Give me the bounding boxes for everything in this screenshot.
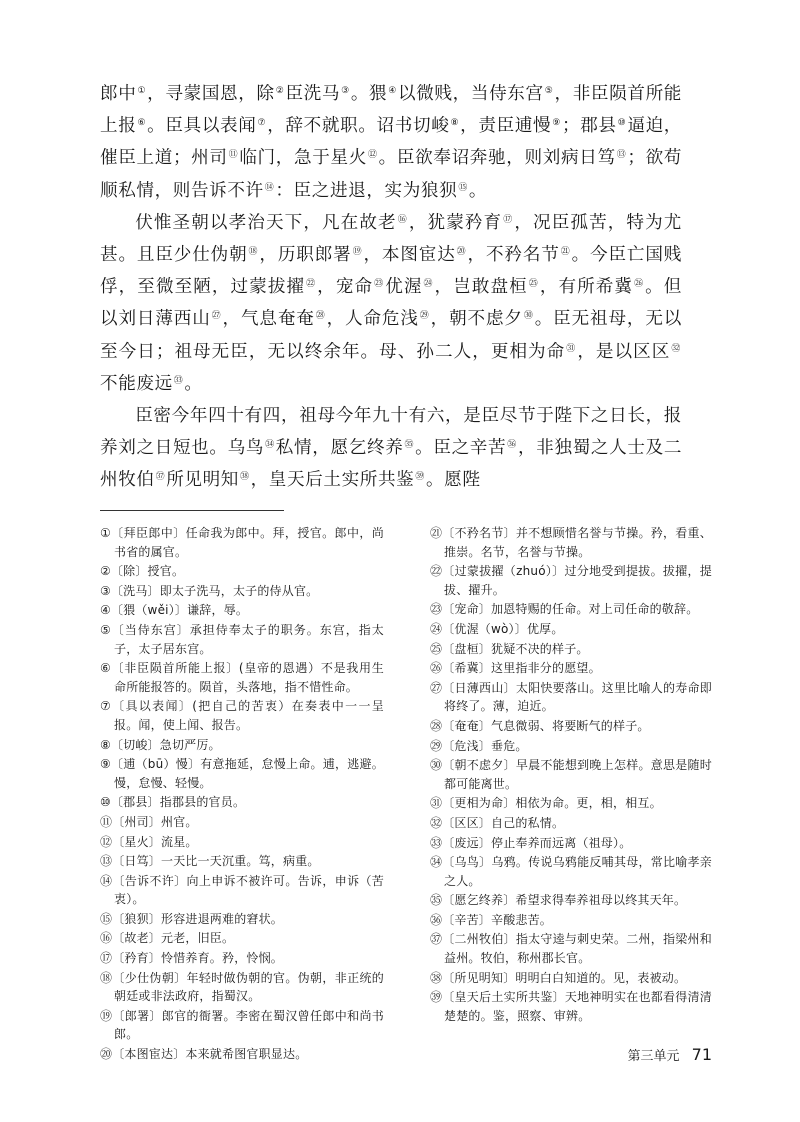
text-run: 。	[184, 373, 203, 394]
footnote-marker: ⑥	[137, 118, 147, 129]
text-run: ，本图宦达	[363, 245, 456, 266]
footnote: ㉛〔更相为命〕相依为命。更，相，相互。	[430, 796, 662, 811]
footnote: ㊳〔所见明知〕明明白白知道的。见，表被动。	[430, 970, 687, 985]
text-run: ，辞不就职。诏书切峻	[267, 116, 450, 137]
footnote-marker: ⑯	[397, 214, 408, 225]
footnote-marker: ⑩	[617, 118, 627, 129]
footnote: ⑫〔星火〕流星。	[100, 834, 198, 849]
footnote-marker: ⑤	[544, 86, 554, 96]
footnote: ㉖〔希冀〕这里指非分的愿望。	[430, 661, 601, 676]
footnote: ⑱〔少仕伪朝〕年轻时做伪朝的官。伪朝，非正统的朝廷或非法政府，指蜀汉。	[100, 970, 384, 1004]
footnote: ②〔除〕授官。	[100, 564, 185, 579]
text-run: 。今臣亡国贱俘，至微至陋，过蒙拔擢	[100, 245, 682, 298]
text-run: 。臣无祖母，无以至今日；祖母无臣，无以终余年。母、孙二人，更相为命	[100, 309, 682, 362]
footnote: ⑰〔矜育〕怜惜养育。矜，怜悯。	[100, 951, 284, 966]
text-run: 。愿陛	[425, 470, 481, 491]
footnote-marker: ③	[341, 86, 350, 96]
footnote-marker: ㉔	[423, 279, 434, 290]
text-run: 伏惟圣朝以孝治天下，凡在故老	[135, 212, 397, 233]
footnote: ㉔〔优渥（wò）〕优厚。	[430, 621, 564, 636]
footnote-marker: ㉘	[315, 311, 326, 322]
footnote-marker: ㉑	[560, 247, 571, 258]
text-run: ，宠命	[317, 277, 374, 298]
footnote-marker: ⑦	[257, 118, 267, 129]
text-run: 臣密今年四十有四，祖母今年九十有六，是臣尽节于陛下之日长，报养刘之日短也。乌鸟	[100, 406, 682, 459]
footnote: ㉑〔不矜名节〕并不想顾惜名誉与节操。矜，看重、推崇。名节，名誉与节操。	[430, 526, 712, 559]
paragraph-3	[100, 400, 682, 497]
text-run: 。臣欲奉诏奔驰，则刘病日笃	[378, 148, 616, 169]
page-number: 71	[691, 1045, 712, 1064]
text-run: ，寻蒙国恩，除	[147, 84, 275, 104]
footnote: ㉓〔宠命〕加恩特赐的任命。对上司任命的敬辞。	[430, 602, 699, 617]
footnote: ㉒〔过蒙拔擢（zhuó）〕过分地受到提拔。拔擢，提拔、擢升。	[430, 564, 712, 597]
footnote-marker: ①	[137, 86, 147, 96]
footnote-marker: ㊳	[239, 472, 250, 483]
text-run: ，不矜名节	[467, 245, 560, 266]
text-run: 。臣具以表闻	[147, 116, 257, 137]
footnote-marker: ⑧	[450, 118, 460, 129]
text-run: 。臣之辛苦	[415, 438, 507, 459]
footnotes-left-column	[100, 524, 384, 1065]
footnote-marker: ⑭	[264, 182, 275, 193]
footnote: ⑩〔郡县〕指郡县的官员。	[100, 795, 246, 810]
footnote: ㉞〔乌鸟〕乌鸦。传说乌鸦能反哺其母，常比喻孝亲之人。	[430, 855, 712, 888]
text-run: ，气息奄奄	[222, 309, 315, 330]
footnote-marker: ⑪	[228, 150, 239, 161]
text-run: ，皇天后土实所共鉴	[250, 470, 415, 491]
text-run: 私情，愿乞终养	[275, 438, 404, 459]
footnote-marker: ⑱	[248, 247, 259, 258]
footnote-marker: ㉒	[306, 279, 317, 290]
page-footer	[627, 1045, 712, 1064]
text-run: 臣洗马	[285, 84, 341, 104]
footnote: ⑯〔故老〕元老，旧臣。	[100, 931, 235, 946]
text-run: ，人命危浅	[326, 309, 419, 330]
footnote: ④〔猥（wěi）〕谦辞，辱。	[100, 603, 249, 618]
footnote-marker: ⑫	[367, 150, 378, 161]
footnote: ⑳〔本图宦达〕本来就希图官职显达。	[100, 1047, 308, 1062]
paragraph-1	[100, 78, 682, 207]
footnote-marker: ㉚	[523, 311, 534, 322]
text-run: 逼迫，催臣上道；州司	[100, 116, 682, 169]
footnote-marker: ㉖	[634, 279, 645, 290]
footnote-marker: ⑨	[552, 118, 561, 129]
paragraph-2	[100, 207, 682, 400]
text-run: ，非独蜀之人士及二州牧伯	[100, 438, 683, 491]
footnote-marker: ⑰	[503, 214, 514, 225]
footnote: ㊴〔皇天后土实所共鉴〕天地神明实在也都看得清清楚楚的。鉴，照察、审辨。	[430, 990, 712, 1023]
footnote-marker: ②	[275, 86, 285, 96]
footnote-marker: ㉕	[528, 279, 539, 290]
text-run: ，况臣孤苦，特为尤甚。且臣少仕伪朝	[100, 212, 682, 266]
text-run: 。猥	[350, 84, 388, 104]
text-run: 。但以刘日薄西山	[100, 277, 682, 330]
text-run: 。	[468, 180, 488, 201]
footnote-marker: ⑲	[352, 247, 363, 258]
text-run: 所见明知	[166, 470, 239, 491]
footnote-marker: ㉝	[173, 375, 184, 386]
footnote: ㊲〔二州牧伯〕指太守逵与刺史荣。二州，指梁州和益州。牧伯，称州郡长官。	[430, 932, 712, 966]
footnote: ⑧〔切峻〕急切严厉。	[100, 737, 221, 752]
footnote-marker: ㊱	[507, 440, 517, 451]
footnote-marker: ㉟	[404, 440, 415, 451]
footnote: ⑥〔非臣陨首所能上报〕(皇帝的恩遇）不是我用生命所能报答的。陨首，头落地，指不惜性命。	[100, 661, 384, 694]
footnote-marker: ⑬	[616, 150, 627, 161]
footnote: ①〔拜臣郎中〕任命我为郎中。拜，授官。郎中，尚书省的属官。	[100, 526, 384, 559]
footnote: ㉙〔危浅〕垂危。	[430, 738, 528, 753]
text-run: ，是以区区	[577, 341, 671, 362]
footnote-marker: ㉙	[419, 311, 430, 322]
text-run: ，有所希冀	[539, 277, 634, 298]
text-run: ，犹蒙矜育	[408, 212, 503, 233]
footnote: ㉟〔愿乞终养〕希望求得奉养祖母以终其天年。	[430, 893, 687, 908]
footnote: ⑦〔具以表闻〕(把自己的苦衷）在奏表中一一呈报。闻，使上闻、报告。	[100, 699, 384, 732]
footnote-marker: ㉜	[671, 343, 681, 354]
footnote: ⑭〔告诉不许〕向上申诉不被许可。告诉，申诉（苦衷）。	[100, 873, 384, 907]
text-run: 不能废远	[100, 373, 173, 394]
text-run: ，朝不虑夕	[430, 309, 523, 330]
footnote: ⑬〔日笃〕一天比一天沉重。笃，病重。	[100, 854, 320, 869]
footnote: ㊱〔辛苦〕辛酸悲苦。	[430, 912, 553, 927]
footnote-marker: ㊲	[155, 472, 166, 483]
text-run: ：臣之进退，实为狼狈	[275, 180, 458, 201]
footnote: ㉚〔朝不虑夕〕早晨不能想到晚上怎样。意思是随时都可能离世。	[430, 758, 712, 791]
footnote-marker: ㊴	[415, 472, 425, 483]
text-run: 郎中	[100, 84, 137, 104]
footnote: ⑪〔州司〕州官。	[100, 814, 198, 829]
text-run: ；郡县	[561, 116, 617, 137]
text-run: 临门，急于星火	[239, 148, 367, 169]
footnote: ㉜〔区区〕自己的私情。	[430, 815, 565, 830]
text-run: ，非臣陨首所能上报	[100, 84, 683, 137]
footnote: ㉕〔盘桓〕犹疑不决的样子。	[430, 641, 589, 656]
footnote-marker: ㉞	[265, 440, 275, 451]
footnote-marker: ⑮	[458, 182, 468, 193]
text-run: 优渥	[385, 277, 423, 298]
footnote: ㉘〔奄奄〕气息微弱、将要断气的样子。	[430, 718, 650, 733]
main-text	[100, 78, 682, 497]
footnote-marker: ㉓	[374, 279, 385, 290]
footnote: ⑲〔郎署〕郎官的衙署。李密在蜀汉曾任郎中和尚书郎。	[100, 1008, 384, 1042]
text-run: ，历职郎署	[259, 245, 352, 266]
footnote: ⑮〔狼狈〕形容进退两难的窘状。	[100, 911, 284, 926]
unit-label: 第三单元	[627, 1049, 680, 1064]
text-run: 以微贱，当侍东宫	[397, 84, 544, 104]
text-run: ，岂敢盘桓	[434, 277, 528, 298]
text-run: ，责臣逋慢	[460, 116, 552, 137]
footnote: ③〔洗马〕即太子洗马，太子的侍从官。	[100, 583, 319, 598]
footnote-marker: ⑳	[456, 247, 467, 258]
footnote: ㉗〔日薄西山〕太阳快要落山。这里比喻人的寿命即将终了。薄，迫近。	[430, 680, 712, 714]
footnote: ⑨〔逋（bū）慢〕有意拖延，怠慢上命。逋，逃避。慢，怠慢、轻慢。	[100, 757, 384, 790]
footnote-marker: ④	[388, 86, 397, 96]
footnotes-right-column	[430, 524, 712, 1026]
text-run: ；欲苟顺私情，则告诉不许	[100, 148, 683, 201]
footnote: ⑤〔当侍东宫〕承担侍奉太子的职务。东宫，指太子，太子居东宫。	[100, 622, 384, 656]
footnote: ㉝〔废远〕停止奉养而远离（祖母）。	[430, 835, 632, 850]
footnote-marker: ㉗	[211, 311, 222, 322]
footnote-marker: ㉛	[566, 343, 577, 354]
footnote-divider	[100, 510, 284, 511]
